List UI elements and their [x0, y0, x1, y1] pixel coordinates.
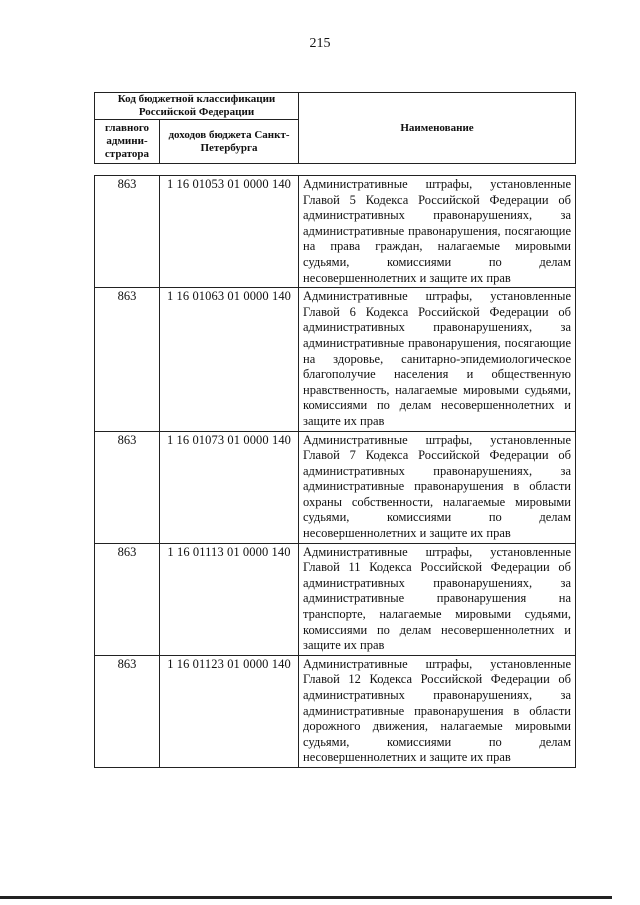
row-admin-code: 863	[95, 431, 160, 543]
row-budget-code: 1 16 01113 01 0000 140	[160, 543, 299, 655]
header-group-title: Код бюджетной классификации Российской Федерации	[95, 93, 299, 120]
row-admin-code: 863	[95, 655, 160, 767]
row-admin-code: 863	[95, 543, 160, 655]
table-body	[94, 175, 576, 768]
row-name: Административные штрафы, установленные Главой 7 Кодекса Российской Федерации об административных правонарушениях, за административные правонарушения в области охраны собственности, налагаемые мировыми судьями, комиссиями по делам несовершеннолетних и защите их прав	[299, 431, 576, 543]
row-admin-code: 863	[95, 288, 160, 431]
row-admin-code: 863	[95, 176, 160, 288]
row-budget-code: 1 16 01053 01 0000 140	[160, 176, 299, 288]
table-row	[95, 543, 576, 655]
table-header	[94, 92, 576, 164]
table-row	[95, 176, 576, 288]
row-budget-code: 1 16 01063 01 0000 140	[160, 288, 299, 431]
table-row	[95, 431, 576, 543]
table-row	[95, 655, 576, 767]
row-name: Административные штрафы, установленные Главой 11 Кодекса Российской Федерации об административных правонарушениях, за административные правонарушения на транспорте, налагаемые мировыми судьями, комиссиями по делам несовершеннолетних и защите их прав	[299, 543, 576, 655]
page-bottom-rule	[0, 896, 612, 899]
header-name-column: Наименование	[299, 93, 576, 164]
row-budget-code: 1 16 01123 01 0000 140	[160, 655, 299, 767]
header-admin-column: главного админи-стратора	[95, 120, 160, 164]
table-row	[95, 288, 576, 431]
row-name: Административные штрафы, установленные Главой 6 Кодекса Российской Федерации об административных правонарушениях, за административные правонарушения, посягающие на здоровье, санитарно-эпидемиологическое благополучие населения и общественную нравственность, налагаемые мировыми судьями, комиссиями по делам несовершеннолетних и защите их прав	[299, 288, 576, 431]
header-code-column: доходов бюджета Санкт-Петербурга	[160, 120, 299, 164]
page-number: 215	[309, 36, 331, 51]
row-name: Административные штрафы, установленные Главой 12 Кодекса Российской Федерации об административных правонарушениях, за административные правонарушения в области дорожного движения, налагаемые мировыми судьями, комиссиями по делам несовершеннолетних и защите их прав	[299, 655, 576, 767]
row-budget-code: 1 16 01073 01 0000 140	[160, 431, 299, 543]
row-name: Административные штрафы, установленные Главой 5 Кодекса Российской Федерации об административных правонарушениях, за административные правонарушения, посягающие на права граждан, налагаемые мировыми судьями, комиссиями по делам несовершеннолетних и защите их прав	[299, 176, 576, 288]
